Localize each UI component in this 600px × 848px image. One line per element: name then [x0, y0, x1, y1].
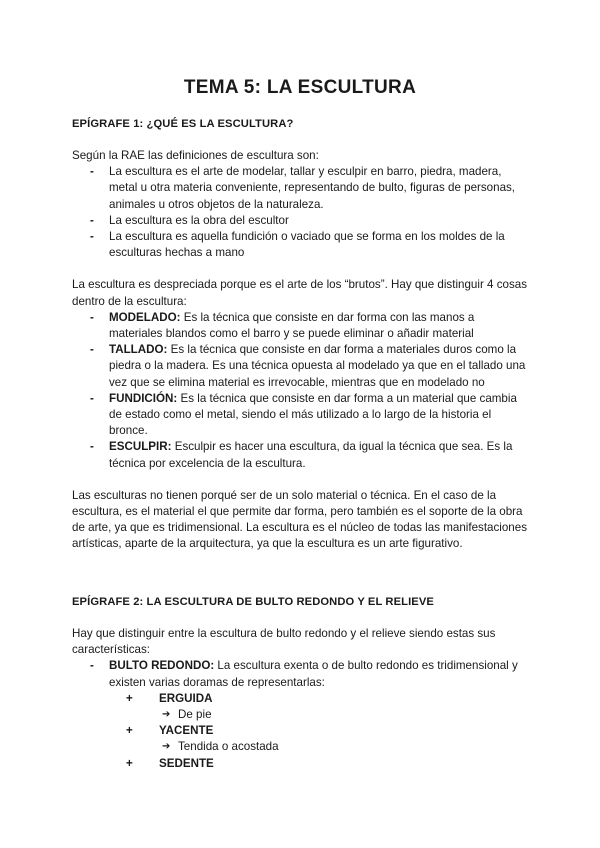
position-detail: ➔ Tendida o acostada [72, 739, 528, 755]
technique-item [72, 310, 528, 342]
position-item: + SEDENTE [72, 756, 528, 772]
technique-text: Es la técnica que consiste en dar forma a materiales duros como la piedra o la madera. Es una técnica opuesta al modelado ya que en el tallado una vez que se elimina material es irrevocable, mientras que en modelado no [109, 343, 526, 389]
section-epigrafe-1 [72, 116, 528, 553]
position-detail-list [72, 707, 528, 723]
section-heading-1: EPÍGRAFE 1: ¿QUÉ ES LA ESCULTURA? [72, 118, 294, 130]
definitions-intro: Según la RAE las definiciones de escultura son: [72, 149, 319, 162]
technique-term: ESCULPIR: [109, 440, 172, 454]
technique-item [72, 342, 528, 391]
position-item: + YACENTE [72, 723, 528, 739]
positions-list [72, 691, 528, 707]
technique-item [72, 439, 528, 471]
type-term: BULTO REDONDO: [109, 659, 215, 673]
definition-item: - La escultura es aquella fundición o vaciado que se forma en los moldes de la esculturas hechas a mano [72, 229, 528, 261]
technique-text: Es la técnica que consiste en dar forma con las manos a materiales blandos como el barro y se puede eliminar o añadir material [109, 310, 475, 341]
definitions-list [72, 164, 528, 261]
characteristics-intro: Hay que distinguir entre la escultura de bulto redondo y el relieve siendo estas sus características: [72, 627, 496, 657]
position-detail-list [72, 739, 528, 755]
definition-item: - La escultura es el arte de modelar, tallar y esculpir en barro, piedra, madera, metal u otra materia conveniente, representando de bulto, figuras de personas, animales u otros objetos de la naturaleza. [72, 164, 528, 213]
position-item: + ERGUIDA [72, 691, 528, 707]
position-detail: ➔ De pie [72, 707, 528, 723]
technique-term: FUNDICIÓN: [109, 391, 178, 405]
paragraph-brutos: La escultura es despreciada porque es el arte de los “brutos”. Hay que distinguir 4 cosas dentro de la escultura: [72, 278, 527, 308]
definition-item: - La escultura es la obra del escultor [72, 213, 528, 229]
technique-term: TALLADO: [109, 343, 168, 357]
technique-text: Esculpir es hacer una escultura, da igual la técnica que sea. Es la técnica por excelencia de la escultura. [109, 440, 513, 470]
paragraph-materials: Las esculturas no tienen porqué ser de un solo material o técnica. En el caso de la escultura, es el material el que permite dar forma, pero también es el soporte de la obra de arte, ya que es tridimensional. La escultura es el núcleo de todas las manifestaciones artísticas, aparte de la arquitectura, ya que la escultura es un arte figurativo. [72, 488, 527, 551]
type-text: La escultura exenta o de bulto redondo es tridimensional y existen varias doramas de representarlas: [109, 659, 518, 689]
technique-item [72, 391, 528, 440]
techniques-list [72, 310, 528, 472]
technique-text: Es la técnica que consiste en dar forma a un material que cambia de estado como el metal, siendo el más utilizado a lo largo de la historia el bronce. [109, 391, 517, 438]
types-list [72, 658, 528, 690]
page-title: TEMA 5: LA ESCULTURA [183, 77, 417, 98]
technique-term: MODELADO: [109, 310, 181, 324]
type-item [72, 658, 528, 690]
positions-list [72, 756, 528, 772]
section-epigrafe-2 [72, 594, 528, 772]
section-heading-2: EPÍGRAFE 2: LA ESCULTURA DE BULTO REDONDO Y EL RELIEVE [72, 596, 434, 608]
positions-list [72, 723, 528, 739]
